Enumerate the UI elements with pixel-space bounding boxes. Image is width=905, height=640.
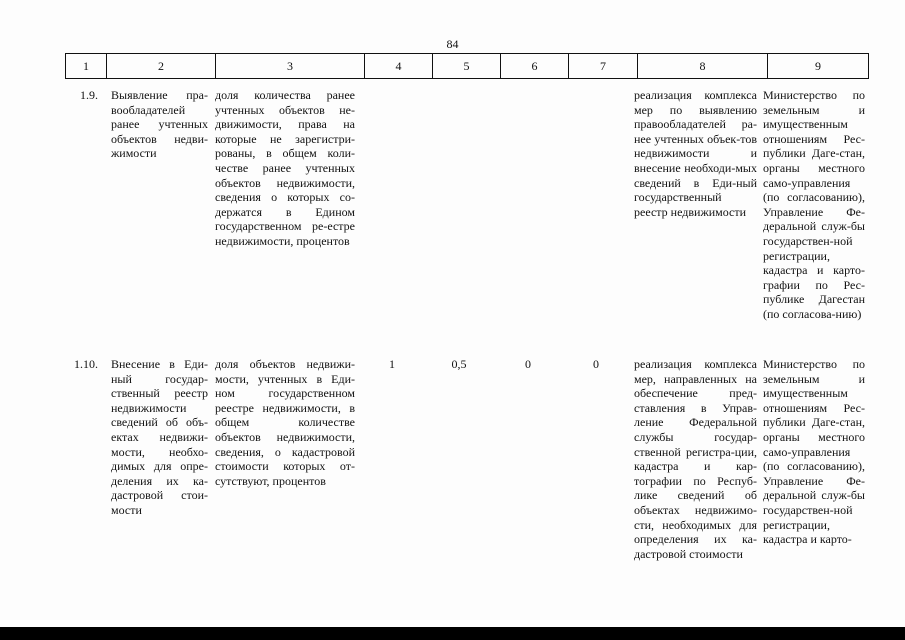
measure-text: Выявление пра-вообладателей ранее учтенных объектов недви-жимости: [111, 88, 208, 161]
page-number: 84: [446, 37, 459, 51]
col-header-2: 2: [107, 54, 216, 79]
value-col7: 0: [593, 357, 599, 371]
row-number: 1.10.: [74, 357, 98, 371]
value-col5: 0,5: [451, 357, 467, 371]
row-number: 1.9.: [80, 88, 98, 102]
indicator-text: доля количества ранее учтенных объектов не-движимости, права на которые не зарегистри-рованы, в общем коли-честве ранее учтенных объектов недвижимости, сведения о которых со-держатся в Едином государственном ре-естре недвижимости, процентов: [215, 88, 355, 248]
col-header-3: 3: [216, 54, 365, 79]
col-header-4: 4: [365, 54, 433, 79]
col-header-8: 8: [638, 54, 768, 79]
value-col6: 0: [525, 357, 531, 371]
result-text: реализация комплекса мер, направленных на обеспечение пред-ставления в Управ-ление Федеральной службы государ-ственной регистра-ции, кадастра и кар-тографии по Респуб-лике сведений об объектах недвижимо-сти, необходимых для определения их ка-дастровой стоимости: [634, 357, 757, 561]
responsible-text: Министерство по земельным и имущественным отношениям Рес-публики Даге-стан, органы местного само-управления (по согласованию), Управление Фе-деральной служ-бы государствен-ной регистрации, кадастра и карто-графии по Рес-публике Дагестан (по согласова-нию): [763, 88, 865, 321]
measure-text: Внесение в Еди-ный государ-ственный реестр недвижимости сведений об объ-ектах недвижи-мости, необхо-димых для опре-деления их ка-дастровой стои-мости: [111, 357, 208, 517]
result-text: реализация комплекса мер по выявлению правообладателей ра-нее учтенных объек-тов недвижимости и внесение необходи-мых сведений в Еди-ный государственный реестр недвижимости: [634, 88, 757, 219]
responsible-text: Министерство по земельным и имущественным отношениям Рес-публики Даге-стан, органы местного само-управления (по согласованию), Управление Фе-деральной служ-бы государствен-ной регистрации, кадастра и карто-: [763, 357, 865, 547]
col-header-6: 6: [501, 54, 569, 79]
value-col4: 1: [389, 357, 395, 371]
col-header-7: 7: [569, 54, 638, 79]
column-header-row: [65, 53, 869, 79]
col-header-1: 1: [66, 54, 107, 79]
col-header-5: 5: [433, 54, 501, 79]
col-header-9: 9: [768, 54, 869, 79]
indicator-text: доля объектов недвижи-мости, учтенных в Еди-ном государственном реестре недвижимости, в общем количестве объектов недвижимости, сведения, о кадастровой стоимости которых от-сутствуют, процентов: [215, 357, 355, 488]
